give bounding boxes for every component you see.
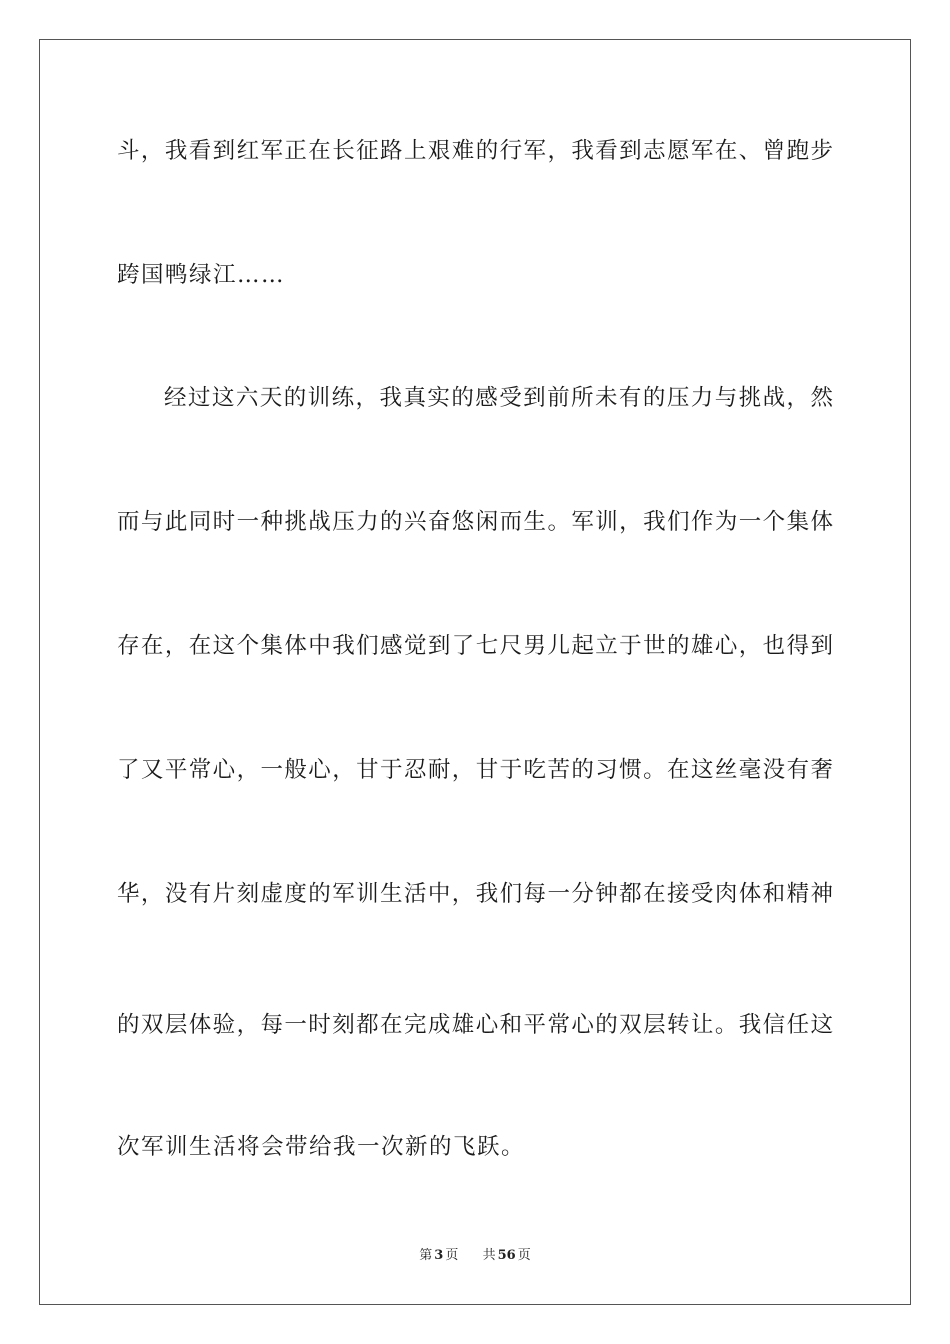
page-prefix: 第 <box>419 1248 433 1263</box>
total-suffix: 页 <box>517 1248 531 1263</box>
page-number: 3 <box>434 1248 444 1263</box>
paragraph-line: 了又平常心，一般心，甘于忍耐，甘于吃苦的习惯。在这丝毫没有奢 <box>117 757 833 783</box>
paragraph-line: 斗，我看到红军正在长征路上艰难的行军，我看到志愿军在、曾跑步 <box>117 138 833 164</box>
paragraph-line: 次军训生活将会带给我一次新的飞跃。 <box>117 1134 526 1160</box>
total-prefix: 共 <box>482 1248 496 1263</box>
paragraph-line: 存在，在这个集体中我们感觉到了七尺男儿起立于世的雄心，也得到 <box>117 633 833 659</box>
total-pages-indicator <box>483 1247 531 1265</box>
paragraph-line: 而与此同时一种挑战压力的兴奋悠闲而生。军训，我们作为一个集体 <box>117 509 833 535</box>
paragraph-line: 华，没有片刻虚度的军训生活中，我们每一分钟都在接受肉体和精神 <box>117 881 833 907</box>
paragraph-line: 跨国鸭绿江…… <box>117 262 286 288</box>
page-suffix: 页 <box>445 1248 459 1263</box>
total-number: 56 <box>497 1248 516 1263</box>
paragraph-line: 的双层体验，每一时刻都在完成雄心和平常心的双层转让。我信任这 <box>117 1012 833 1038</box>
page-footer <box>0 1247 950 1265</box>
paragraph-line: 经过这六天的训练，我真实的感受到前所未有的压力与挑战，然 <box>164 385 833 411</box>
page-border <box>39 39 911 1305</box>
page-indicator <box>419 1247 458 1265</box>
